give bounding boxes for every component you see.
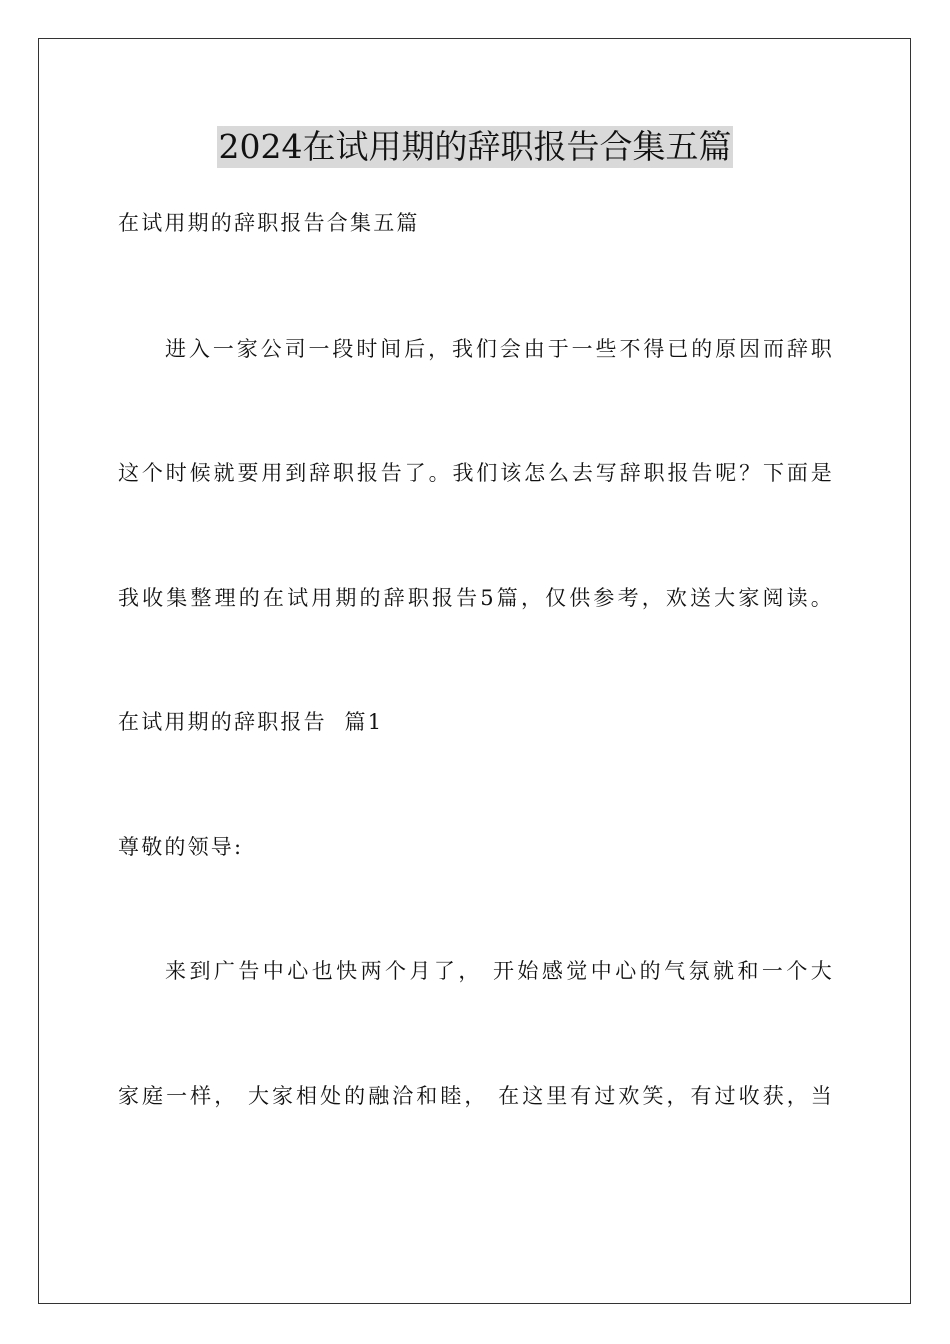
body-line-1: 来到广告中心也快两个月了， 开始感觉中心的气氛就和一个大 (165, 959, 834, 983)
document-subtitle: 在试用期的辞职报告合集五篇 (118, 211, 420, 235)
document-title: 2024在试用期的辞职报告合集五篇 (218, 127, 732, 166)
salutation: 尊敬的领导: (118, 835, 244, 859)
title-container (0, 126, 950, 168)
intro-line-1: 进入一家公司一段时间后，我们会由于一些不得已的原因而辞职 (165, 337, 834, 361)
intro-line-2: 这个时候就要用到辞职报告了。我们该怎么去写辞职报告呢？下面是 (118, 461, 834, 485)
section-heading: 在试用期的辞职报告 篇1 (118, 710, 384, 734)
body-line-2: 家庭一样， 大家相处的融洽和睦， 在这里有过欢笑，有过收获，当 (118, 1084, 834, 1108)
intro-line-3: 我收集整理的在试用期的辞职报告5篇，仅供参考，欢送大家阅读。 (118, 586, 834, 610)
